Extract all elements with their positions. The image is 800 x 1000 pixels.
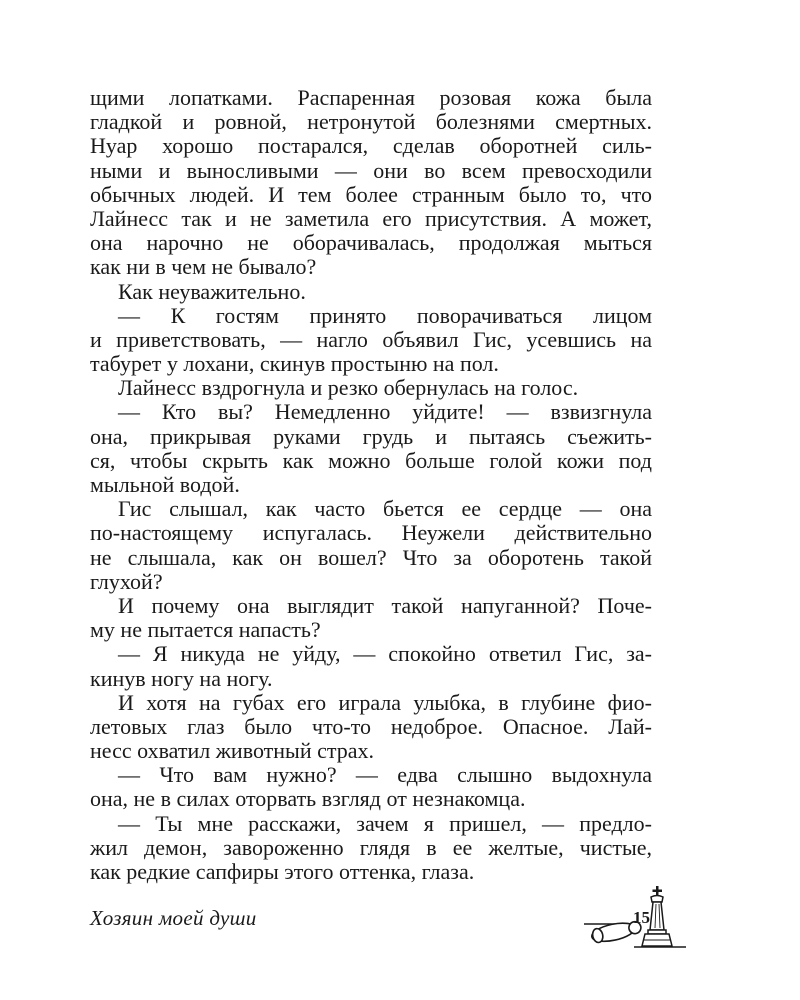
text-line: Нуар хорошо постарался, сделав оборотней силь- [90,133,652,159]
text-line: ся, чтобы скрыть как можно больше голой кожи под [90,447,652,473]
text-line: ными и выносливыми — они во всем превосходили [90,157,652,183]
text-line: она нарочно не оборачивалась, продолжая мыться [90,230,652,256]
text-line: глухой? [90,568,163,594]
text-line: она, прикрывая руками грудь и пытаясь съежить- [90,423,652,449]
text-line: и приветствовать, — нагло объявил Гис, усевшись на [90,326,652,352]
text-line: Как неуважительно. [118,278,306,304]
text-line: обычных людей. И тем более странным было то, что [90,181,652,207]
text-line: как редкие сапфиры этого оттенка, глаза. [90,859,475,884]
text-line: — Кто вы? Немедленно уйдите! — взвизгнула [118,399,652,425]
text-line: по-настоящему испугалась. Неужели действительно [90,520,652,546]
text-line: летовых глаз было что-то недоброе. Опасное. Лай- [90,713,652,739]
text-line: табурет у лохани, скинув простыню на пол. [90,351,499,377]
text-line: — Я никуда не уйду, — спокойно ответил Гис, за- [118,641,652,667]
text-line: жил демон, завороженно глядя в ее желтые, чистые, [90,834,652,860]
text-line: не слышала, как он вошел? Что за оборотень такой [90,544,652,570]
text-line: несс охватил животный страх. [90,738,375,764]
text-line: — К гостям принято поворачиваться лицом [118,302,652,328]
running-footer-book-title: Хозяин моей души [90,906,257,930]
text-line: — Ты мне расскажи, зачем я пришел, — предло- [118,810,652,836]
page-number: 15 [633,908,650,927]
text-line: гладкой и ровной, нетронутой болезнями смертных. [90,109,652,135]
text-line: кинув ногу на ногу. [90,665,273,691]
text-line: она, не в силах оторвать взгляд от незнакомца. [90,786,526,812]
page-body-text [90,86,652,884]
text-line: — Что вам нужно? — едва слышно выдохнула [118,762,652,788]
text-line: И хотя на губах его играла улыбка, в глубине фио- [118,689,652,715]
text-line: Лайнесс вздрогнула и резко обернулась на голос. [118,375,579,401]
text-line: И почему она выглядит такой напуганной? Поче- [118,592,652,618]
text-line: щими лопатками. Распаренная розовая кожа была [90,85,652,110]
text-line: му не пытается напасть? [90,617,321,643]
text-line: Гис слышал, как часто бьется ее сердце — она [118,496,652,522]
text-line: Лайнесс так и не заметила его присутствия. А может, [90,205,652,231]
text-line: как ни в чем не бывало? [90,254,317,280]
text-line: мыльной водой. [90,472,240,497]
